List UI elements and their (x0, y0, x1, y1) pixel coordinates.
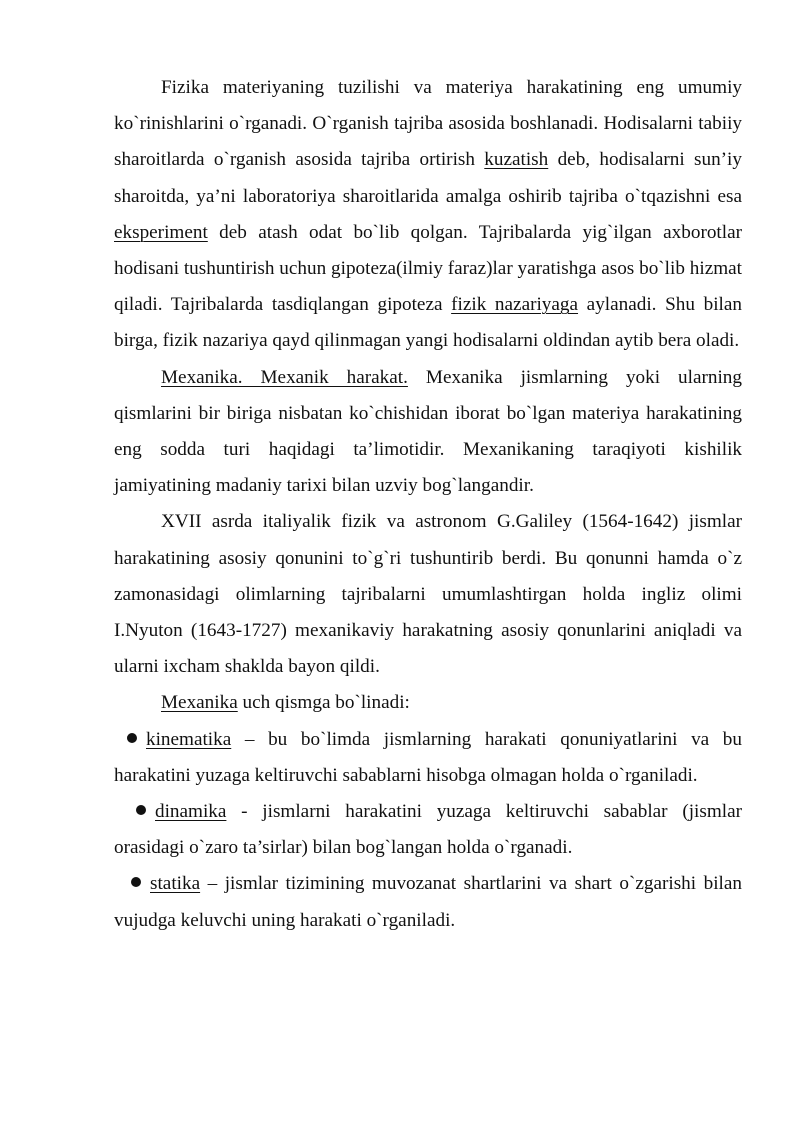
mechanics-text: Mexanika jismlarning yoki ularning qismlarini bir biriga nisbatan ko`chishidan iborat bo`lgan materiya harakatining eng sodda turi haqidagi ta’limotidir. Mexanikaning taraqiyoti kishilik jamiyatining madaniy tarixi bilan uzviy bog`langandir. (114, 366, 742, 497)
list-item (114, 722, 742, 794)
bullet-icon (127, 733, 137, 743)
intro-text-d: aylanadi. Shu bilan birga, fizik nazariya qayd qilinmagan yangi hodisalarni oldindan aytib bera oladi. (114, 294, 742, 352)
paragraph-mechanics (114, 360, 742, 505)
intro-text-b: deb, hodisalarni sun’iy sharoitda, ya’ni laboratoriya sharoitlarida amalga oshirib tajriba o`tqazishni esa (114, 149, 742, 207)
mechanics-parts-text: uch qismga bo`linadi: (237, 692, 410, 714)
intro-text-c: deb atash odat bo`lib qolgan. Tajribalarda yig`ilgan axborotlar hodisani tushuntirish uchun gipoteza(ilmiy faraz)lar yaratishga asos bo`lib hizmat qiladi. Tajribalarda tasdiqlangan gipoteza (114, 221, 742, 316)
kinematika-text: – bu bo`limda jismlarning harakati qonuniyatlarini va bu harakatini yuzaga keltiruvchi sabablarni hisobga olmagan holda o`rganiladi. (114, 728, 742, 786)
term-kinematika: kinematika (146, 728, 232, 750)
term-fizik-nazariya: fizik nazariyaga (451, 294, 579, 316)
bullet-icon (131, 877, 141, 887)
paragraph-physics-intro (114, 70, 742, 360)
bullet-icon (136, 805, 146, 815)
term-statika: statika (150, 873, 201, 895)
history-text: XVII asrda italiyalik fizik va astronom G.Galiley (1564-1642) jismlar harakatining asosiy qonunini to`g`ri tushuntirib berdi. Bu qonunni hamda o`z zamonasidagi olimlarning tajribalarni umumlashtirgan holda ingliz olimi I.Nyuton (1643-1727) mexanikaviy harakatning asosiy qonunlarini aniqladi va ularni ixcham shaklda bayon qildi. (114, 511, 742, 678)
statika-text: – jismlar tizimining muvozanat shartlarini va shart o`zgarishi bilan vujudga keluvchi uning harakati o`rganiladi. (114, 873, 742, 931)
dinamika-text: - jismlarni harakatini yuzaga keltiruvchi sabablar (jismlar orasidagi o`zaro ta’sirlar) bilan bog`langan holda o`rganadi. (114, 801, 742, 859)
term-kuzatish: kuzatish (484, 149, 549, 171)
paragraph-mechanics-parts (114, 685, 742, 721)
term-mexanika: Mexanika (161, 692, 238, 714)
paragraph-history (114, 504, 742, 685)
term-dinamika: dinamika (155, 801, 227, 823)
term-eksperiment: eksperiment (114, 221, 208, 243)
document-page (114, 70, 742, 939)
mechanics-heading: Mexanika. Mexanik harakat. (161, 366, 408, 388)
list-item (114, 866, 742, 938)
list-item (114, 794, 742, 866)
intro-text-a: Fizika materiyaning tuzilishi va materiya harakatining eng umumiy ko`rinishlarini o`rganadi. O`rganish tajriba asosida boshlanadi. Hodisalarni tabiiy sharoitlarda o`rganish asosida tajriba ortirish (114, 77, 742, 171)
